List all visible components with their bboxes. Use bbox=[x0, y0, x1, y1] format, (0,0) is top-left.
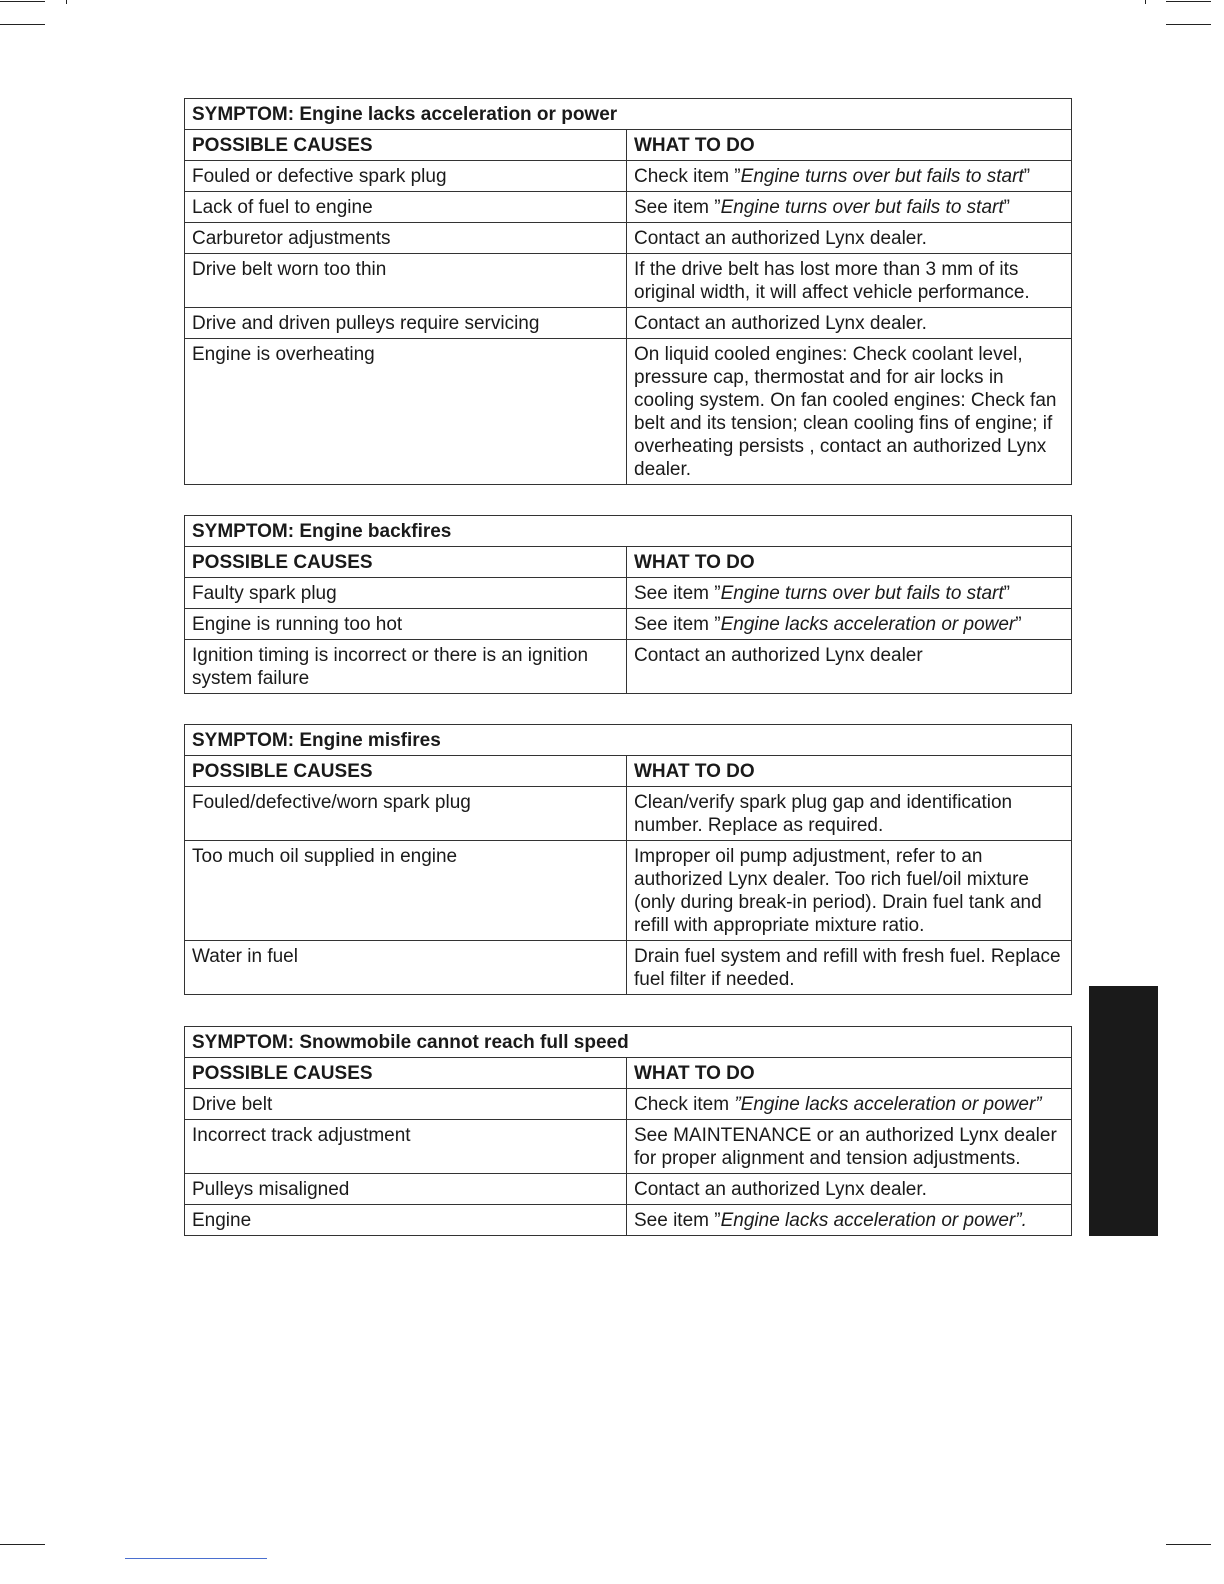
cause-cell: Engine is overheating bbox=[185, 339, 627, 485]
causes-header: POSSIBLE CAUSES bbox=[185, 130, 627, 161]
table-row bbox=[185, 308, 1072, 339]
cause-cell: Too much oil supplied in engine bbox=[185, 841, 627, 941]
cause-cell: Carburetor adjustments bbox=[185, 223, 627, 254]
action-cell: If the drive belt has lost more than 3 mm of its original width, it will affect vehicle performance. bbox=[627, 254, 1072, 308]
cause-cell: Fouled or defective spark plug bbox=[185, 161, 627, 192]
crop-mark bbox=[1166, 1544, 1211, 1545]
crop-mark bbox=[1166, 1, 1211, 2]
action-cell: See item ”Engine lacks acceleration or power” bbox=[627, 609, 1072, 640]
header-row bbox=[185, 130, 1072, 161]
cause-cell: Drive belt bbox=[185, 1089, 627, 1120]
table-row bbox=[185, 578, 1072, 609]
action-cell: See MAINTENANCE or an authorized Lynx dealer for proper alignment and tension adjustments. bbox=[627, 1120, 1072, 1174]
table-row bbox=[185, 1120, 1072, 1174]
crop-mark bbox=[1145, 0, 1146, 4]
cause-cell: Lack of fuel to engine bbox=[185, 192, 627, 223]
symptom-row bbox=[185, 1027, 1072, 1058]
action-header: WHAT TO DO bbox=[627, 130, 1072, 161]
symptom-title: SYMPTOM: Snowmobile cannot reach full speed bbox=[185, 1027, 1072, 1058]
cause-cell: Engine bbox=[185, 1205, 627, 1236]
header-row bbox=[185, 756, 1072, 787]
action-cell: Improper oil pump adjustment, refer to an authorized Lynx dealer. Too rich fuel/oil mixture (only during break-in period). Drain fuel tank and refill with appropriate mixture ratio. bbox=[627, 841, 1072, 941]
symptom-table-misfires bbox=[184, 724, 1072, 995]
cause-cell: Drive belt worn too thin bbox=[185, 254, 627, 308]
footer-rule bbox=[125, 1558, 267, 1559]
crop-mark bbox=[66, 0, 67, 4]
section-thumb-tab bbox=[1089, 986, 1158, 1236]
table-row bbox=[185, 254, 1072, 308]
action-cell: Check item ”Engine turns over but fails to start” bbox=[627, 161, 1072, 192]
cause-cell: Ignition timing is incorrect or there is an ignition system failure bbox=[185, 640, 627, 694]
crop-mark bbox=[0, 1, 45, 2]
action-cell: See item ”Engine turns over but fails to start” bbox=[627, 578, 1072, 609]
header-row bbox=[185, 1058, 1072, 1089]
cause-cell: Pulleys misaligned bbox=[185, 1174, 627, 1205]
cause-cell: Fouled/defective/worn spark plug bbox=[185, 787, 627, 841]
action-cell: Drain fuel system and refill with fresh fuel. Replace fuel filter if needed. bbox=[627, 941, 1072, 995]
cause-cell: Faulty spark plug bbox=[185, 578, 627, 609]
causes-header: POSSIBLE CAUSES bbox=[185, 756, 627, 787]
table-row bbox=[185, 787, 1072, 841]
crop-mark bbox=[0, 1544, 45, 1545]
crop-mark bbox=[1166, 24, 1211, 25]
table-row bbox=[185, 1174, 1072, 1205]
action-header: WHAT TO DO bbox=[627, 1058, 1072, 1089]
table-row bbox=[185, 841, 1072, 941]
action-cell: See item ”Engine lacks acceleration or power”. bbox=[627, 1205, 1072, 1236]
table-row bbox=[185, 192, 1072, 223]
symptom-row bbox=[185, 99, 1072, 130]
symptom-table-backfires bbox=[184, 515, 1072, 694]
symptom-row bbox=[185, 725, 1072, 756]
cause-cell: Water in fuel bbox=[185, 941, 627, 995]
table-row bbox=[185, 161, 1072, 192]
symptom-table-acceleration bbox=[184, 98, 1072, 485]
symptom-title: SYMPTOM: Engine backfires bbox=[185, 516, 1072, 547]
action-cell: Contact an authorized Lynx dealer bbox=[627, 640, 1072, 694]
cause-cell: Engine is running too hot bbox=[185, 609, 627, 640]
header-row bbox=[185, 547, 1072, 578]
troubleshooting-tables bbox=[184, 98, 1071, 1236]
table-row bbox=[185, 941, 1072, 995]
causes-header: POSSIBLE CAUSES bbox=[185, 547, 627, 578]
action-cell: Clean/verify spark plug gap and identification number. Replace as required. bbox=[627, 787, 1072, 841]
table-row bbox=[185, 640, 1072, 694]
table-row bbox=[185, 1089, 1072, 1120]
action-header: WHAT TO DO bbox=[627, 547, 1072, 578]
table-row bbox=[185, 609, 1072, 640]
causes-header: POSSIBLE CAUSES bbox=[185, 1058, 627, 1089]
action-cell: Contact an authorized Lynx dealer. bbox=[627, 308, 1072, 339]
action-cell: Contact an authorized Lynx dealer. bbox=[627, 223, 1072, 254]
table-row bbox=[185, 339, 1072, 485]
symptom-title: SYMPTOM: Engine lacks acceleration or power bbox=[185, 99, 1072, 130]
symptom-table-full-speed bbox=[184, 1026, 1072, 1236]
action-cell: Check item ”Engine lacks acceleration or power” bbox=[627, 1089, 1072, 1120]
symptom-row bbox=[185, 516, 1072, 547]
action-cell: On liquid cooled engines: Check coolant level, pressure cap, thermostat and for air locks in cooling system. On fan cooled engines: Check fan belt and its tension; clean cooling fins of engine; if overheating persists , contact an authorized Lynx dealer. bbox=[627, 339, 1072, 485]
crop-mark bbox=[0, 24, 45, 25]
cause-cell: Drive and driven pulleys require servicing bbox=[185, 308, 627, 339]
cause-cell: Incorrect track adjustment bbox=[185, 1120, 627, 1174]
action-cell: Contact an authorized Lynx dealer. bbox=[627, 1174, 1072, 1205]
action-cell: See item ”Engine turns over but fails to start” bbox=[627, 192, 1072, 223]
table-row bbox=[185, 1205, 1072, 1236]
symptom-title: SYMPTOM: Engine misfires bbox=[185, 725, 1072, 756]
action-header: WHAT TO DO bbox=[627, 756, 1072, 787]
table-row bbox=[185, 223, 1072, 254]
